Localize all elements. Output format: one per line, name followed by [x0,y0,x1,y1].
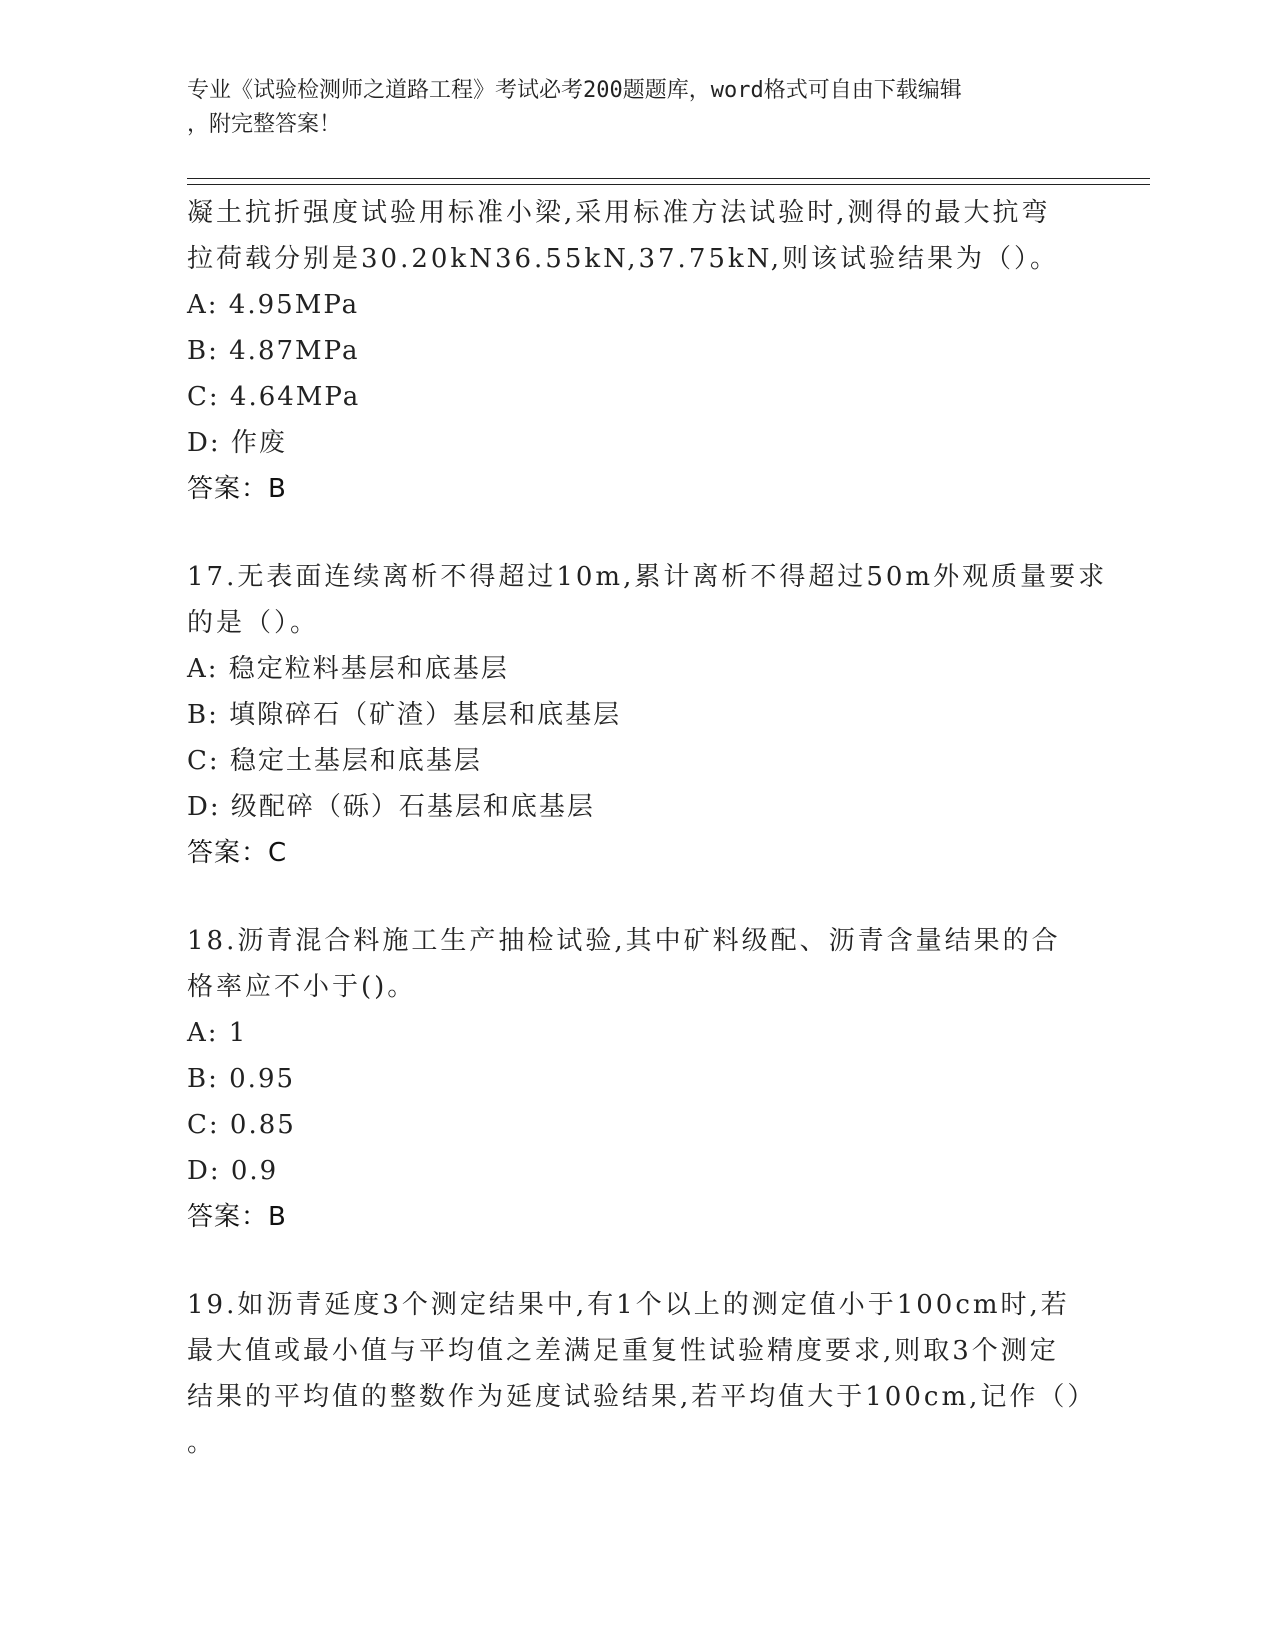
option-b: B: 0.95 [187,1064,296,1094]
question-list [187,190,1107,1466]
question-text-line: 最大值或最小值与平均值之差满足重复性试验精度要求,则取3个测定 [187,1336,1059,1366]
answer-text: 答案：B [187,1202,287,1232]
question-text-line: 。 [187,1428,217,1458]
header-divider-bottom [187,184,1150,185]
option-b: B: 4.87MPa [187,336,360,366]
question-block [187,554,1107,876]
option-d: D: 级配碎（砾）石基层和底基层 [187,792,595,822]
question-text-line: 18.沥青混合料施工生产抽检试验,其中矿料级配、沥青含量结果的合 [187,926,1061,956]
question-text-line: 格率应不小于()。 [187,972,417,1002]
option-c: C: 4.64MPa [187,382,361,412]
option-c: C: 0.85 [187,1110,296,1140]
option-a: A: 1 [187,1018,248,1048]
header-line-2: ，附完整答案！ [187,112,342,137]
answer-text: 答案：B [187,474,287,504]
question-text-line: 17.无表面连续离析不得超过10m,累计离析不得超过50m外观质量要求 [187,562,1108,592]
option-d: D: 作废 [187,428,287,458]
answer-text: 答案：C [187,838,288,868]
option-a: A: 稳定粒料基层和底基层 [187,654,509,684]
header-divider-top [187,178,1150,179]
option-a: A: 4.95MPa [187,290,360,320]
question-block [187,918,1107,1240]
question-block [187,190,1107,512]
option-d: D: 0.9 [187,1156,279,1186]
question-text-line: 的是（）。 [187,608,320,638]
document-header [187,74,1087,142]
question-block [187,1282,1107,1466]
question-text-line: 19.如沥青延度3个测定结果中,有1个以上的测定值小于100cm时,若 [187,1290,1070,1320]
option-c: C: 稳定土基层和底基层 [187,746,482,776]
option-b: B: 填隙碎石（矿渣）基层和底基层 [187,700,622,730]
header-line-1: 专业《试验检测师之道路工程》考试必考200题题库，word格式可自由下载编辑 [187,78,962,103]
question-text-line: 凝土抗折强度试验用标准小梁,采用标准方法试验时,测得的最大抗弯 [187,198,1051,228]
question-text-line: 拉荷载分别是30.20kN36.55kN,37.75kN,则该试验结果为（）。 [187,244,1060,274]
question-text-line: 结果的平均值的整数作为延度试验结果,若平均值大于100cm,记作（） [187,1382,1097,1412]
